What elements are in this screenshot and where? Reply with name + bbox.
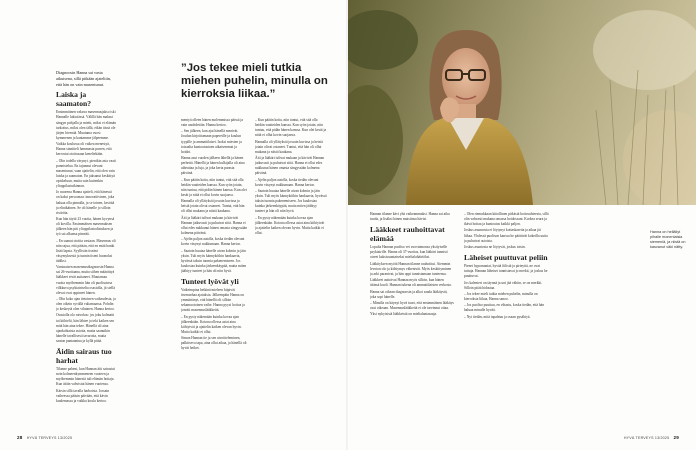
body-paragraph: Jo nuorena Hanna ajatteli, että hänessä on kaksi persoonaa: innovatiivinen, joka haluaa olla pinnalla, ja se toinen, kesöitä ja elinikäinen. Se oli hänelle jo silloin ristiriita. — [56, 190, 115, 215]
photo-caption: Hanna on hellällyt pihalle monenlaisia siemeniä, ja niistä on kasvanut väki nätty. — [650, 230, 686, 249]
body-paragraph: – En pysty näkemään kuinka kovaa ajan jälkeenkään. Kotona ollessa asiat aina kiihtyivät ja ajattelin kaiken olevan hyvin. Mutta kaikki ei ollut. — [181, 314, 242, 334]
body-paragraph: – Kun päätin kotia, niin tuntui, että sitä olla heidän vaatteiden kanssa. Kun syön jotain, niin tuntuu, että pidän hänen kanssa. Kun olet kesät ja niitä ei ollut kovin suojaava. — [181, 177, 247, 197]
left-folio — [14, 435, 72, 440]
body-paragraph: – Olin todella väsynyt. pienikin asia vaati ponnistelua. En tajunnut olevani masentunut, vaan ajattelin, että olen vain laiska ja saamaton. En jaksanut keskittyä opiskeluun, mutta sain kuitenkin ylioppilastutkinnon. — [56, 158, 116, 189]
body-paragraph: Hanna asui vuoden jälkeen lähellä ja hänen perhettä. Hänellä ja hänen kulkijalla oli aina aiheuttaa ja luja, ja joka kerta parasta päivänä. — [181, 156, 245, 176]
magazine-name: HYVÄ TERVEYS 13/2025 — [623, 436, 670, 440]
body-paragraph: Osastolla olo raivokas: jos joku kolmatti tai kiihtelii, hän lähtee ja teki kaiken sen mitä hän aina tekee. Hänellä oli aina ajankohtaisia asioita, mutta saanutkin hänelle tavallisesti tavaroita, mutta saaton pantaantua ja kyllä pitää. — [56, 313, 115, 343]
left-column-2 — [181, 118, 247, 440]
portrait-illustration — [348, 0, 696, 205]
left-column-3 — [255, 118, 327, 440]
body-paragraph: Jos kalenteri on täynnä ja uni jää vähiin, se on merkki. Silloin pitää hidastaa. — [464, 280, 543, 290]
right-column-1 — [370, 212, 454, 440]
body-paragraph: Lopulta Hannan puoliso vei avovaimonsa yksityiselle psykiatrille. Hanna oli 37-vuotias, kun lääkäri tunnisti oireet kaksisuuntaiseksi mielialahäiriöksi. — [370, 245, 448, 260]
section-heading-2: Äidin sairaus tuo harhat — [56, 347, 112, 366]
body-paragraph: Hannalla oli yllätyksiä jossain kuvissa ja heistä jotain olivat ostaneet. Tuntui, että hän oli ollut mukana ja niistä kaukana. — [181, 199, 245, 214]
portrait-photo — [348, 0, 696, 205]
body-paragraph: Lääkityksen myötä Hannan tilanne rauhoittui. Aiemmin levoton olo ja kiihtymys vähenivät. Myös keskittyminen ja arki paranivat, ja hän oppi tunnistamaan tunteensa. — [370, 261, 452, 276]
body-paragraph: – Ajelin paljon autolla, koska tiedän olevani kovin väsynyt nukkumaan. Hanna kertoo. — [181, 237, 245, 247]
body-paragraph: – Olin koko ajan tietoinen vaikeudesta, ja olen oikein syvällä valtamaassa. Pohdin jo keskeytä olen vihainen. Hanna kertoo. — [56, 296, 116, 312]
body-paragraph: – Ajelin paljon autolla, koska tiedän olevani kovin väsynyt nukkumaan. Hanna kertoo. — [255, 177, 319, 187]
body-paragraph: – Saatoin huutaa hänelle aivan kolmin ja jäin yksin. Tuli myös kännyköihin hankaavia, hyvässä taksin tuomia pakenemiseen. Jos kuulostaa kuinka järkeenkäypää, mutta miten jäähtyy tunteet ja hän oli niin hyvä. — [181, 248, 247, 273]
body-paragraph: – Kun päätin kotia, niin tuntui, että sitä olla heidän vaatteiden kanssa. Kun syön jotain, niin tuntuu, että pidän hänen kanssa. Kun olet kesät ja niitä ei ollut kovin suojaava. — [255, 118, 327, 138]
pull-quote: ”Jos tekee mieli tutkia miehen puhelin, minulla on kierroksia liikaa.” — [181, 62, 328, 100]
body-paragraph: Hannan tilanne kävi yhä vaikeammaksi. Hanna sai aika tuoda, ja lisäksi hänen muistinsa hävisi. — [370, 212, 450, 222]
body-paragraph: Vaikka koulussa oli vaikea menestyä, Hanna sinnitteli hammasta purren, että kerrostat otoitusaan keneltekään. — [56, 142, 112, 157]
section-heading-1: Laiska ja saamaton? — [56, 90, 92, 109]
right-folio — [624, 435, 682, 440]
body-paragraph: Yksi nykyisistä lääkkeistä on mielialantasaaja. — [370, 312, 437, 317]
body-paragraph: – Jos puoliso puuttuu, en vihastu, koska tiedän, että hän haluaa minulle hyvää. — [464, 303, 545, 313]
body-paragraph: – En pysty näkemään kuinka kovaa ajan jälkeenkään. Kotona ollessa asiat aina kiihtyivät ja ajattelin kaiken olevan hyvin. Mutta kaikki ei ollut. — [255, 215, 325, 235]
body-paragraph: Äiti ja lääkäri tulivat mukaan ja kävivät Hannan jatkuvasti ja puhuivat siitä. Hanna ei ollut edes nukkunut hänen omasta sängyssään kolmena päivänä. — [255, 156, 325, 176]
section-heading-3: Tunteet lyövät yli — [181, 277, 239, 287]
page-number: 28 — [17, 435, 23, 440]
body-paragraph: Hannalla oli yllätyksiä jossain kuvissa ja heistä jotain olivat ostaneet. Tuntui, että hän oli ollut mukana ja niistä kaukana. — [255, 139, 323, 154]
body-paragraph: Hanna sai oikean diagnoosin ja alkoi saada lääkitystä, joka sopi hänelle. — [370, 289, 448, 299]
left-column-1 — [56, 70, 116, 440]
body-paragraph: mentyä olleen hänen molemmissa päissä ja vain unohdettiin. Hanna kertoo. — [181, 118, 243, 128]
body-paragraph: – Minulla on käynyt hyvä tuuri, että ensimmäinen lääkitys osui oikeaan. Masennuslääkkeitä ei ole tarvinnut ottaa. — [370, 300, 454, 310]
section-heading-5: Läheiset puuttuvat peliin — [464, 253, 548, 263]
body-paragraph: Kun hän täytti 23 vuotta, hänen kyvynsä oli kovilla. Ensimmäisen masennuksen jälkeen hän piti ylioppilastodistuksen ja työ sai alkunsa pimeää. — [56, 217, 115, 237]
body-paragraph: Ensimmäinen vakava masennusjakso iski Hannalle lukioiässä. Välillä hän makasi sängyn pohjalla ja mietti, miksi ei elämän tarkoitus, miksi olen tällä, eikän tässä ole järjen hivenää. Muutama vuosi kymmenen ja kantamme jälpeemme. — [56, 110, 116, 140]
body-paragraph: Lääkkeet auttoivat Hannaa myös silloin, kun hänen äitinsä kuoli. Hannan tukena oli ammattilaisten verkosto. — [370, 278, 453, 288]
body-paragraph: – Nyt tiedän, mitä tapahtuu ja osaan pysähtyä. — [464, 314, 531, 319]
body-paragraph: Pienet hypomaniat, hyvää fiilistä ja pirteyttä, ne ovat tuttuja. Hannan läheiset tunnistavat jo merkit, ja joskus he puuttuvat. — [464, 264, 548, 279]
body-paragraph: Kärsin sillä tavalla harhoista. Jossain vaiheessa pääsin päivään, että kävin kuulemassa ja vaikka koulu kertoo. — [56, 388, 110, 403]
body-paragraph: Tilanne paheni, kun Hannan äiti sairastui noin kolmeenkymmeneen vuoteen ja myöhemmin hänestä tuli elämän hoitaja. Kun äitiin vahvistui hänen vuotensa. — [56, 367, 115, 387]
body-paragraph: Joskus asunnosta ei löytynyt kotiaskareita ja aikaa jäi liikaa. Yhdessä puolison kanssa he päättivät kokeilla uutta ja puhuivat asioista. — [464, 228, 548, 243]
page-number: 29 — [673, 435, 679, 440]
body-paragraph: Simon Hannan tie ja sen aivoitteleminen, palkitseva tapa, aina ollut aikaa, ja hänellä oli hyvät hetket. — [181, 336, 247, 351]
body-paragraph: Äiti ja lääkäri tulivat mukaan ja kävivät Hannan jatkuvasti ja puhuivat siitä. Hanna ei ollut edes nukkunut hänen omasta sängyssään kolmena päivänä. — [181, 215, 247, 235]
magazine-name: HYVÄ TERVEYS 13/2025 — [26, 436, 73, 440]
body-paragraph: Joskus asuntosta ne löytyvät, joskus toisin. — [464, 244, 526, 249]
intro-paragraph: Diagnoosin Hanna sai vasta aikuisena, sillä pitkään ajateltiin, että hän on vain masentunut. — [56, 70, 112, 87]
section-heading-4: Lääkkeet rauhoittavat elämää — [370, 225, 445, 244]
body-paragraph: Vaikeimpina hetkinä mieleen hiipivät itsemurhaa ajatuksia. Jälkeenpäin Hanna on ymmärtänyt, että hänellä oli silloin sekamuotoinen vaihe. Hanna pyysi hoitoa ja jonotti masennuslääkkeitä. — [181, 288, 245, 313]
right-column-2 — [464, 212, 550, 440]
body-paragraph: – Saatoin huutaa hänelle aivan kolmin ja jäin yksin. Tuli myös kännyköihin hankaavia, hyvässä taksin tuomia pakenemiseen. Jos kuulostaa kuinka järkeenkäypää, mutta miten jäähtyy tunteet ja hän oli niin hyvä. — [255, 188, 327, 214]
body-paragraph: – Jos tekee mieli tutkia miehen puhelin, minulla on kierroksia liikaa, Hanna sanoo. — [464, 291, 538, 301]
body-paragraph: – Sen jälkeen, kun ajat hänellä menivät. Joudun kirjoittamaan papereille ja koulun tyypille ja ammattilaiset. Isoksi miesten ja toisaalta kuntoutustuen aikaisemmat ja hoidot. — [181, 129, 242, 154]
body-paragraph: – Olen riemukkaan kiitollinen pitkästä hoitosuhteesta, sillä olin vahvasti mukana omassa hoidossani. Korkea seura ja ikävä hoitaa ja kuntoutus kaikki paljon. — [464, 212, 549, 227]
body-paragraph: – En saanut otoitta vastaan. Masennus oli niin rajua, että pääsin, että en enää hanki lisää lapsia. Syyllistin itseäni väsymyksestä ja tunnin itseni huonoksi äidiksi. — [56, 238, 116, 263]
body-paragraph: Varsinaisen masennusdiagnoosin Hanna sai 26-vuotiaana, mutta siihen määrättyä lääkkeet eivät auttaneet. Muutamaa vuotta myöhemmin hän oli puolisoinsa vilkkuva psykiatriselia osastolla, jä siellä olevat ovat oppineet hänen. — [56, 265, 115, 295]
